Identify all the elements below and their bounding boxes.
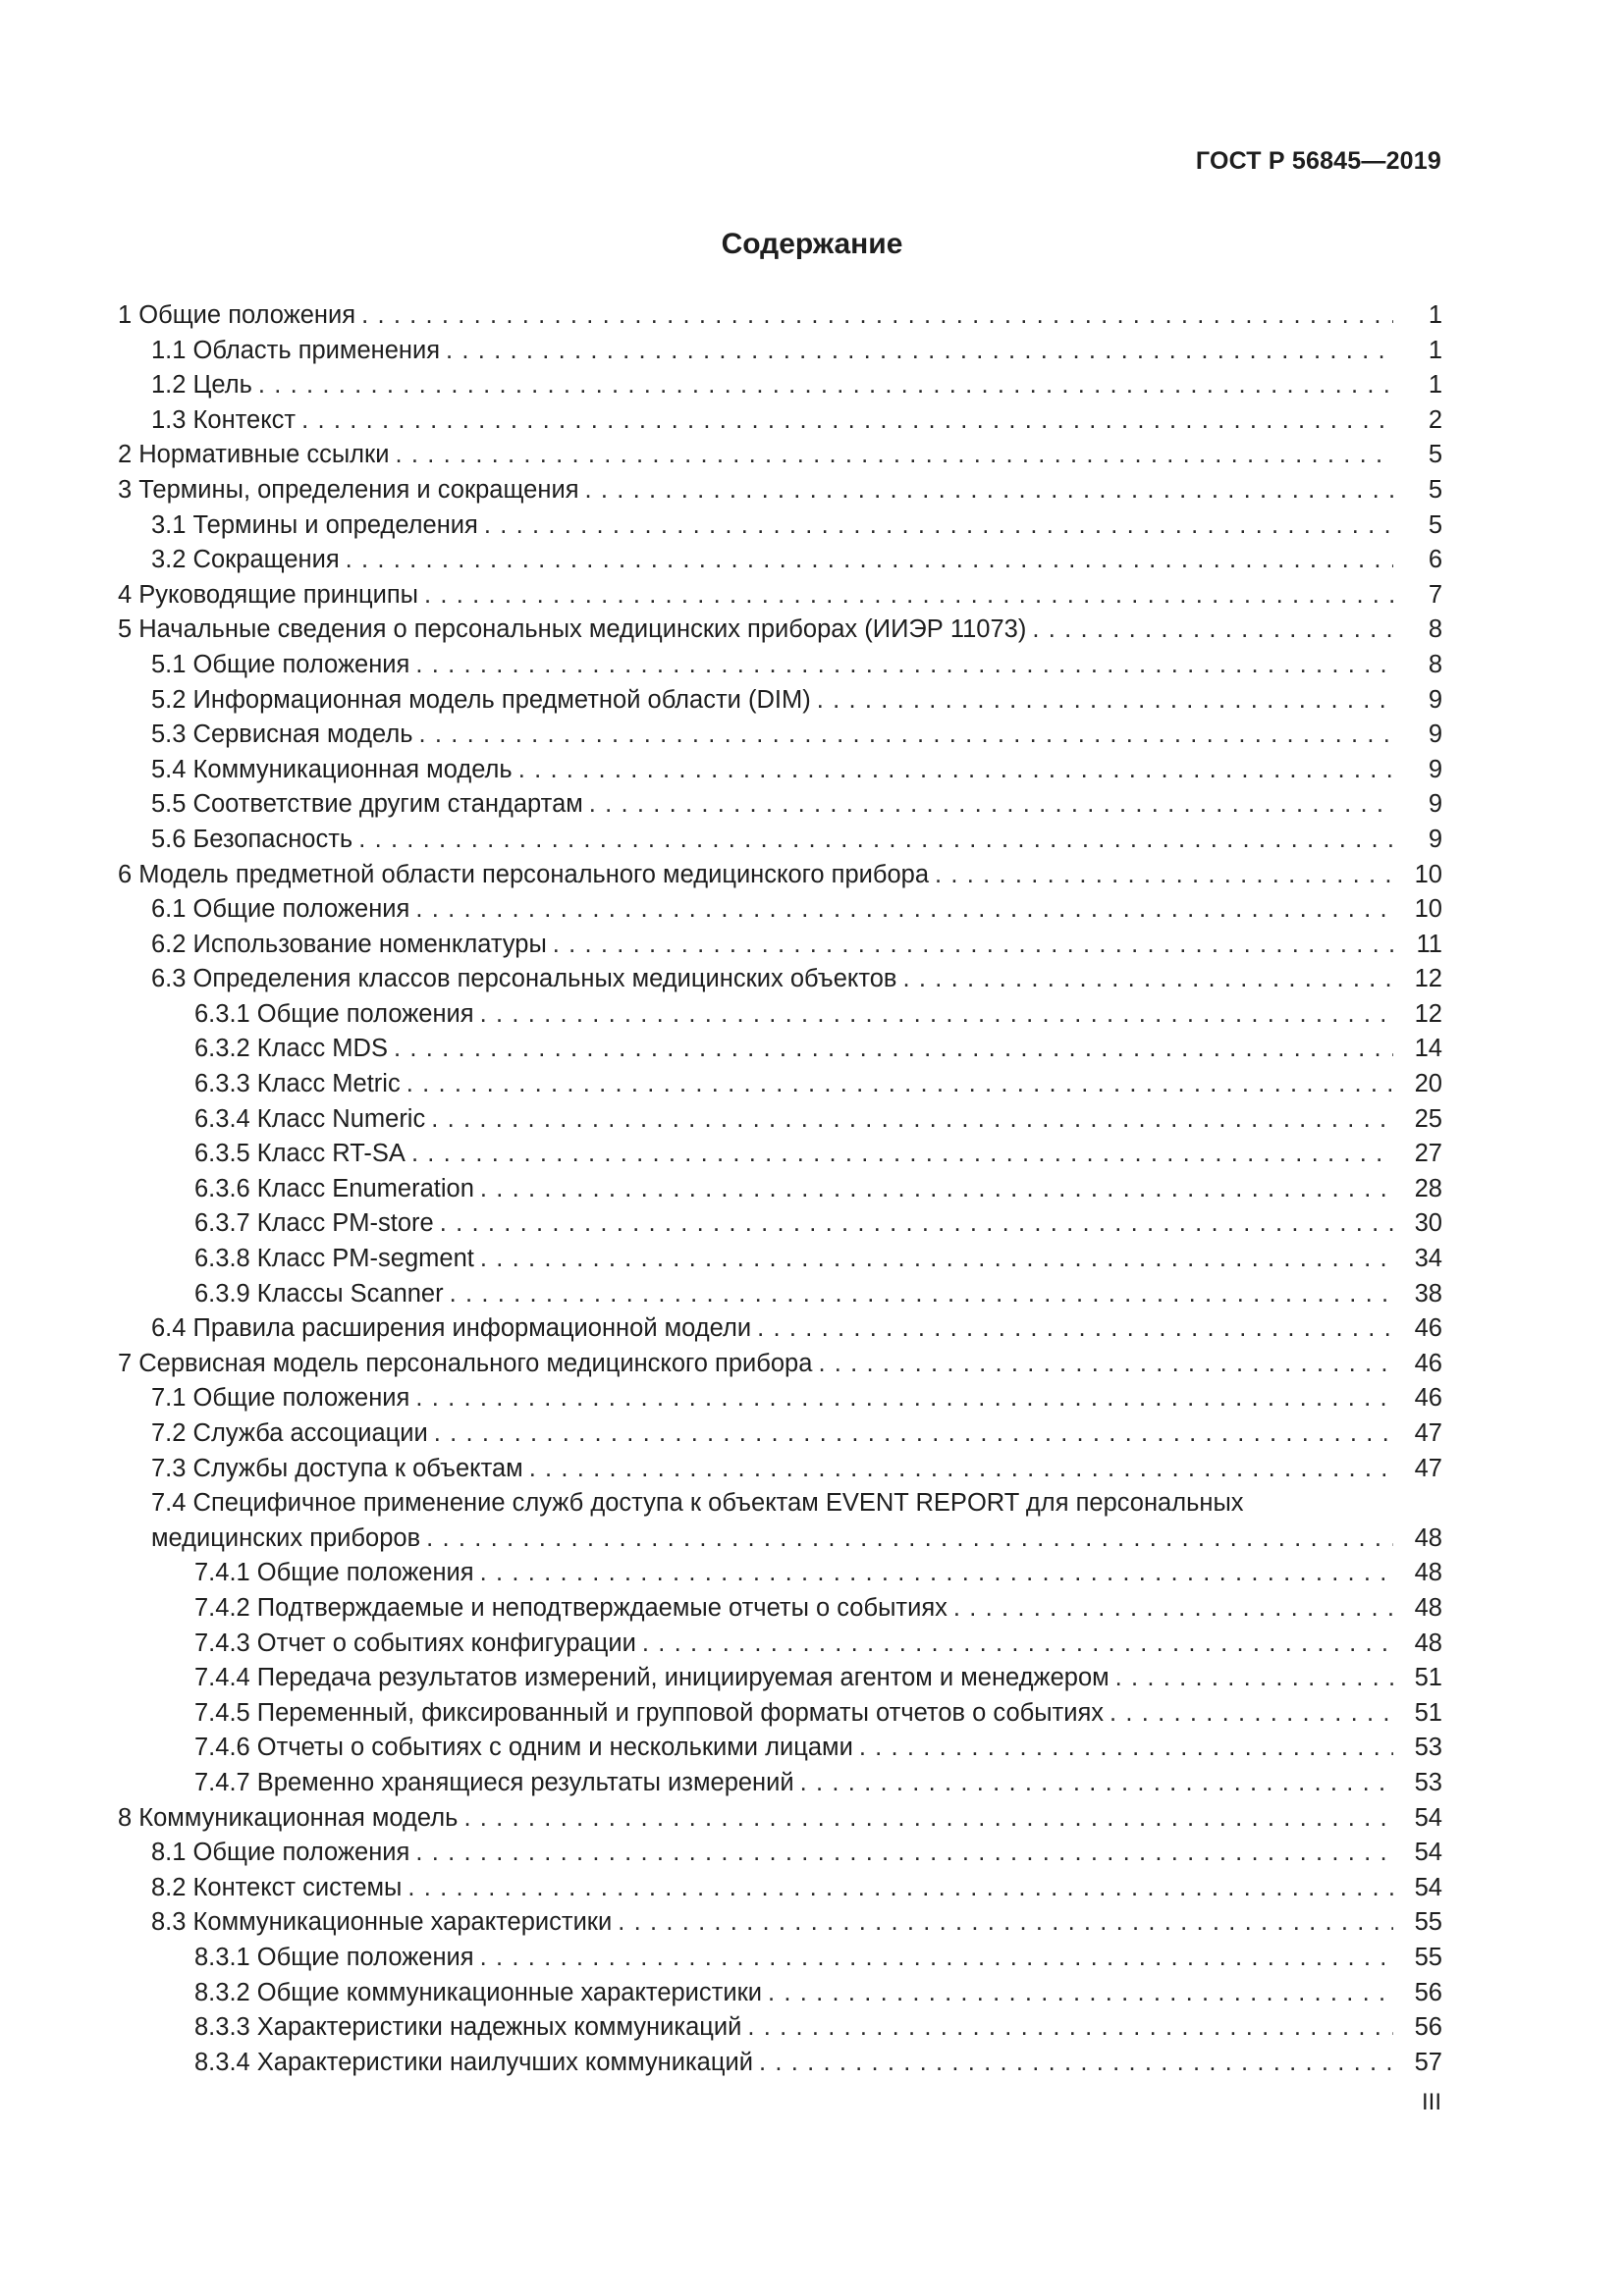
toc-entry[interactable] <box>118 648 1442 683</box>
dot-leader <box>426 1522 1393 1557</box>
toc-entry-page: 9 <box>1428 755 1442 783</box>
toc-entry-title: 6.3.5 Класс RT-SA <box>194 1140 406 1168</box>
toc-entry[interactable] <box>118 508 1442 544</box>
toc-entry-page: 12 <box>1414 999 1442 1028</box>
toc-entry[interactable] <box>118 2046 1442 2081</box>
toc-entry-page: 2 <box>1428 405 1442 434</box>
dot-leader <box>480 1172 1393 1207</box>
toc-entry-title: 8.3.2 Общие коммуникационные характеристики <box>194 1978 762 2006</box>
toc-entry-title: 1 Общие положения <box>118 301 356 329</box>
toc-entry[interactable] <box>118 1766 1442 1801</box>
toc-entry-title: 5.4 Коммуникационная модель <box>151 755 513 783</box>
toc-entry[interactable] <box>118 1137 1442 1172</box>
toc-entry-page: 46 <box>1414 1349 1442 1377</box>
toc-entry-page: 9 <box>1428 790 1442 819</box>
dot-leader <box>1110 1696 1393 1732</box>
toc-entry-title: 7.4 Специфичное применение служб доступа к объектам EVENT REPORT для персональных <box>151 1489 1244 1518</box>
dot-leader <box>406 1067 1393 1102</box>
dot-leader <box>407 1871 1393 1906</box>
toc-entry-title: 7.4.5 Переменный, фиксированный и групповой форматы отчетов о событиях <box>194 1698 1105 1727</box>
toc-entry-page: 28 <box>1414 1174 1442 1202</box>
toc-entry[interactable] <box>118 613 1442 648</box>
toc-entry-title: 1.2 Цель <box>151 371 252 400</box>
toc-entry[interactable] <box>118 823 1442 858</box>
dot-leader <box>301 403 1393 439</box>
toc-entry-title: 6.3.6 Класс Enumeration <box>194 1174 474 1202</box>
toc-entry-title: 7.4.7 Временно хранящиеся результаты измерений <box>194 1768 794 1796</box>
dot-leader <box>618 1905 1393 1941</box>
toc-entry[interactable] <box>118 1976 1442 2011</box>
dot-leader <box>419 718 1393 753</box>
dot-leader <box>589 787 1393 823</box>
toc-entry[interactable] <box>118 1102 1442 1138</box>
toc-entry[interactable] <box>118 1941 1442 1976</box>
page-title: Содержание <box>721 228 903 260</box>
dot-leader <box>450 1277 1393 1312</box>
toc-entry-page: 48 <box>1414 1523 1442 1552</box>
toc-entry[interactable] <box>118 1591 1442 1627</box>
toc-entry[interactable] <box>118 403 1442 439</box>
dot-leader <box>415 892 1393 928</box>
toc-entry-title: 3 Термины, определения и сокращения <box>118 475 579 504</box>
toc-entry-page: 48 <box>1414 1629 1442 1657</box>
toc-entry[interactable] <box>118 718 1442 753</box>
dot-leader <box>395 438 1393 473</box>
toc-entry-title-continued: медицинских приборов <box>151 1523 421 1552</box>
toc-entry-page: 53 <box>1414 1734 1442 1762</box>
toc-entry[interactable] <box>118 298 1442 334</box>
toc-entry-page: 9 <box>1428 825 1442 853</box>
dot-leader <box>415 1836 1393 1871</box>
toc-entry-first-line[interactable] <box>118 1486 1442 1522</box>
toc-entry-title: 6.2 Использование номенклатуры <box>151 930 547 958</box>
toc-entry-title: 7.4.3 Отчет о событиях конфигурации <box>194 1629 636 1657</box>
toc-entry-title: 5 Начальные сведения о персональных медицинских приборах (ИИЭР 11073) <box>118 615 1027 644</box>
toc-entry-page: 54 <box>1414 1803 1442 1832</box>
toc-entry-page: 10 <box>1414 860 1442 888</box>
dot-leader <box>800 1766 1393 1801</box>
dot-leader <box>463 1801 1393 1837</box>
toc-entry-title: 5.6 Безопасность <box>151 825 353 853</box>
toc-entry-title: 7.4.4 Передача результатов измерений, инициируемая агентом и менеджером <box>194 1664 1110 1692</box>
toc-entry-title: 8.1 Общие положения <box>151 1839 410 1867</box>
toc-entry-page: 48 <box>1414 1593 1442 1622</box>
toc-entry[interactable] <box>118 334 1442 369</box>
toc-entry[interactable] <box>118 683 1442 719</box>
toc-entry-page: 38 <box>1414 1279 1442 1308</box>
toc-entry-title: 7.4.6 Отчеты о событиях с одним и несколькими лицами <box>194 1734 853 1762</box>
toc-entry-title: 7 Сервисная модель персонального медицинского прибора <box>118 1349 813 1377</box>
dot-leader <box>859 1731 1393 1766</box>
toc-entry-title: 6.4 Правила расширения информационной модели <box>151 1314 752 1343</box>
toc-entry-title: 3.1 Термины и определения <box>151 510 478 539</box>
table-of-contents <box>118 298 1442 2080</box>
toc-entry[interactable] <box>118 1661 1442 1696</box>
toc-entry[interactable] <box>118 1311 1442 1347</box>
toc-entry-title: 7.1 Общие положения <box>151 1384 410 1413</box>
toc-entry-page: 8 <box>1428 615 1442 644</box>
toc-entry[interactable] <box>118 1381 1442 1416</box>
toc-entry[interactable] <box>118 1731 1442 1766</box>
toc-entry-page: 48 <box>1414 1559 1442 1587</box>
dot-leader <box>553 928 1393 963</box>
dot-leader <box>902 962 1393 997</box>
toc-entry[interactable] <box>118 1556 1442 1591</box>
dot-leader <box>935 858 1393 893</box>
toc-entry[interactable] <box>118 1067 1442 1102</box>
toc-entry-page: 10 <box>1414 895 1442 924</box>
dot-leader <box>1032 613 1393 648</box>
toc-entry[interactable] <box>118 892 1442 928</box>
dot-leader <box>480 1556 1393 1591</box>
toc-entry-page: 55 <box>1414 1943 1442 1971</box>
toc-entry-page: 1 <box>1428 336 1442 364</box>
toc-entry-page: 56 <box>1414 1978 1442 2006</box>
dot-leader <box>358 823 1393 858</box>
dot-leader <box>759 2046 1393 2081</box>
toc-entry-title: 6.3.4 Класс Numeric <box>194 1104 426 1133</box>
dot-leader <box>484 508 1393 544</box>
toc-entry-page: 54 <box>1414 1839 1442 1867</box>
toc-entry-page: 11 <box>1416 930 1442 958</box>
toc-entry[interactable] <box>118 1206 1442 1242</box>
toc-entry-title: 6.3.2 Класс MDS <box>194 1035 388 1063</box>
dot-leader <box>434 1416 1393 1452</box>
toc-entry[interactable] <box>118 928 1442 963</box>
toc-entry-title: 3.2 Сокращения <box>151 546 340 574</box>
toc-entry[interactable] <box>118 1696 1442 1732</box>
toc-entry[interactable] <box>118 1801 1442 1837</box>
toc-entry-title: 5.1 Общие положения <box>151 650 410 678</box>
dot-leader <box>346 543 1393 578</box>
toc-entry[interactable] <box>118 1905 1442 1941</box>
toc-entry-title: 8.3.3 Характеристики надежных коммуникаций <box>194 2013 742 2042</box>
toc-entry[interactable] <box>118 1032 1442 1067</box>
toc-entry[interactable] <box>118 1242 1442 1277</box>
toc-entry-page: 6 <box>1428 546 1442 574</box>
toc-entry-page: 51 <box>1414 1664 1442 1692</box>
page-number: III <box>1421 2089 1441 2115</box>
dot-leader <box>953 1591 1393 1627</box>
toc-entry-page: 9 <box>1428 721 1442 749</box>
toc-entry-title: 5.3 Сервисная модель <box>151 721 413 749</box>
toc-entry[interactable] <box>118 1416 1442 1452</box>
toc-entry-title: 5.5 Соответствие другим стандартам <box>151 790 583 819</box>
toc-entry[interactable] <box>118 368 1442 403</box>
toc-entry-title: 6.3.1 Общие положения <box>194 999 474 1028</box>
dot-leader <box>394 1032 1393 1067</box>
dot-leader <box>446 334 1393 369</box>
toc-entry-title: 2 Нормативные ссылки <box>118 441 390 469</box>
toc-entry[interactable] <box>118 787 1442 823</box>
toc-entry-page: 34 <box>1414 1245 1442 1273</box>
toc-entry-page: 5 <box>1428 475 1442 504</box>
toc-entry-page: 5 <box>1428 441 1442 469</box>
toc-entry-title: 1.3 Контекст <box>151 405 297 434</box>
toc-entry-page: 56 <box>1414 2013 1442 2042</box>
toc-entry[interactable] <box>118 753 1442 788</box>
toc-entry-title: 6.3.9 Классы Scanner <box>194 1279 444 1308</box>
toc-entry[interactable] <box>118 1277 1442 1312</box>
toc-entry-page: 7 <box>1428 580 1442 609</box>
dot-leader <box>361 298 1393 334</box>
toc-entry-page: 25 <box>1414 1104 1442 1133</box>
toc-entry-page: 53 <box>1414 1768 1442 1796</box>
dot-leader <box>818 1347 1393 1382</box>
toc-entry-page: 46 <box>1414 1314 1442 1343</box>
toc-entry-title: 6.3 Определения классов персональных медицинских объектов <box>151 965 897 993</box>
dot-leader <box>480 1242 1393 1277</box>
dot-leader <box>415 648 1393 683</box>
toc-entry-page: 9 <box>1428 685 1442 714</box>
toc-entry-page: 54 <box>1414 1873 1442 1901</box>
toc-entry-title: 8 Коммуникационная модель <box>118 1803 459 1832</box>
toc-entry-title: 7.4.1 Общие положения <box>194 1559 474 1587</box>
toc-entry-title: 8.3 Коммуникационные характеристики <box>151 1908 613 1937</box>
toc-entry[interactable] <box>118 962 1442 997</box>
toc-entry-title: 8.3.4 Характеристики наилучших коммуникаций <box>194 2048 753 2076</box>
toc-entry-page: 1 <box>1428 301 1442 329</box>
dot-leader <box>757 1311 1393 1347</box>
dot-leader <box>817 683 1393 719</box>
toc-entry-title: 6.3.3 Класс Metric <box>194 1070 401 1098</box>
toc-entry[interactable] <box>118 1172 1442 1207</box>
toc-entry[interactable] <box>118 1627 1442 1662</box>
toc-entry-title: 6.3.7 Класс PM-store <box>194 1209 434 1238</box>
toc-entry[interactable] <box>118 997 1442 1033</box>
toc-entry-page: 12 <box>1414 965 1442 993</box>
toc-entry-continuation[interactable] <box>118 1522 1442 1557</box>
toc-entry-title: 7.4.2 Подтверждаемые и неподтверждаемые отчеты о событиях <box>194 1593 947 1622</box>
toc-entry-page: 8 <box>1428 650 1442 678</box>
toc-entry[interactable] <box>118 1347 1442 1382</box>
toc-entry-title: 8.2 Контекст системы <box>151 1873 403 1901</box>
dot-leader <box>642 1627 1393 1662</box>
dot-leader <box>424 578 1393 614</box>
toc-entry-title: 6.1 Общие положения <box>151 895 410 924</box>
toc-entry[interactable] <box>118 578 1442 614</box>
toc-entry-title: 8.3.1 Общие положения <box>194 1943 474 1971</box>
dot-leader <box>431 1102 1393 1138</box>
toc-entry[interactable] <box>118 2010 1442 2046</box>
dot-leader <box>1115 1661 1393 1696</box>
toc-entry-title: 7.2 Служба ассоциации <box>151 1419 428 1447</box>
toc-entry-title: 6 Модель предметной области персонального медицинского прибора <box>118 860 930 888</box>
toc-entry-page: 51 <box>1414 1698 1442 1727</box>
toc-entry[interactable] <box>118 858 1442 893</box>
dot-leader <box>258 368 1393 403</box>
toc-entry[interactable] <box>118 473 1442 508</box>
toc-entry-page: 27 <box>1414 1140 1442 1168</box>
toc-entry-title: 5.2 Информационная модель предметной области (DIM) <box>151 685 811 714</box>
toc-entry-title: 6.3.8 Класс PM-segment <box>194 1245 474 1273</box>
toc-entry-page: 30 <box>1414 1209 1442 1238</box>
dot-leader <box>480 1941 1393 1976</box>
dot-leader <box>768 1976 1393 2011</box>
dot-leader <box>440 1206 1393 1242</box>
toc-entry[interactable] <box>118 1836 1442 1871</box>
dot-leader <box>411 1137 1393 1172</box>
toc-entry-title: 1.1 Область применения <box>151 336 441 364</box>
dot-leader <box>747 2010 1393 2046</box>
toc-entry[interactable] <box>118 1871 1442 1906</box>
toc-entry[interactable] <box>118 438 1442 473</box>
toc-entry-page: 5 <box>1428 510 1442 539</box>
dot-leader <box>529 1452 1393 1487</box>
toc-entry[interactable] <box>118 543 1442 578</box>
toc-entry-page: 20 <box>1414 1070 1442 1098</box>
document-code: ГОСТ Р 56845—2019 <box>1195 147 1441 175</box>
toc-entry-page: 57 <box>1414 2048 1442 2076</box>
dot-leader <box>415 1381 1393 1416</box>
toc-entry[interactable] <box>118 1452 1442 1487</box>
toc-entry-page: 46 <box>1414 1384 1442 1413</box>
toc-entry-title: 4 Руководящие принципы <box>118 580 419 609</box>
toc-entry-title: 7.3 Службы доступа к объектам <box>151 1454 523 1482</box>
toc-entry-page: 47 <box>1414 1454 1442 1482</box>
toc-entry-page: 55 <box>1414 1908 1442 1937</box>
toc-entry-page: 47 <box>1414 1419 1442 1447</box>
dot-leader <box>585 473 1394 508</box>
toc-entry-page: 1 <box>1428 371 1442 400</box>
toc-entry-page: 14 <box>1414 1035 1442 1063</box>
dot-leader <box>480 997 1393 1033</box>
dot-leader <box>518 753 1393 788</box>
